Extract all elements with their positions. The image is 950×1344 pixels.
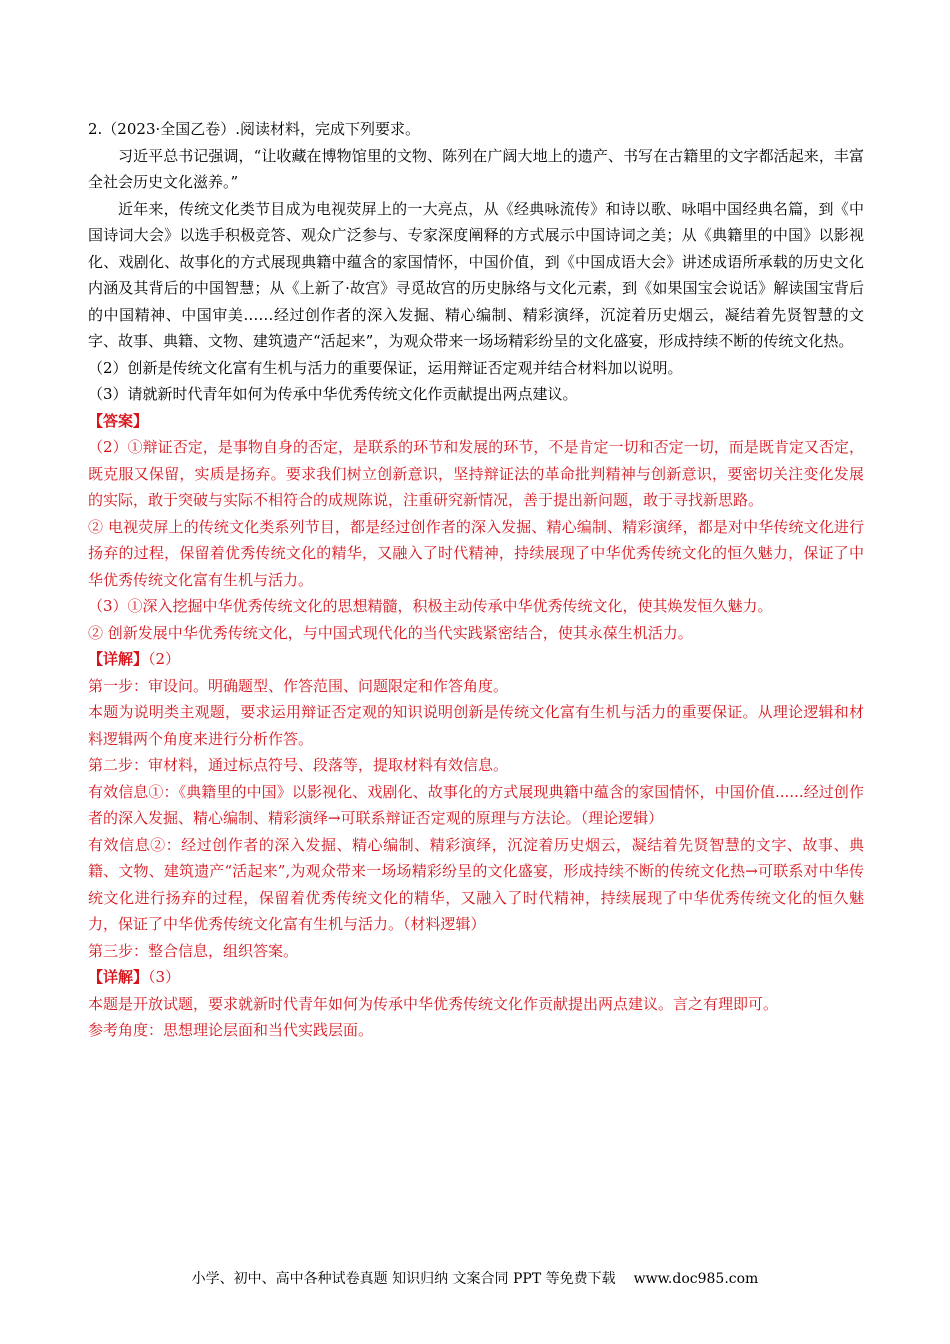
question-2: （2）创新是传统文化富有生机与活力的重要保证，运用辩证否定观并结合材料加以说明。 — [88, 358, 683, 377]
detail-2-label: 【详解】 — [88, 650, 149, 668]
detail-3-heading — [88, 964, 864, 991]
detail-3-suffix: （3） — [148, 968, 181, 986]
page-footer — [0, 1268, 950, 1288]
material-paragraph-2: 近年来，传统文化类节目成为电视荧屏上的一大亮点，从《经典咏流传》和诗以歌、咏唱中国经典名篇，到《中国诗词大会》以选手积极竞答、观众广泛参与、专家深度阐释的方式展示中国诗词之美；从《典籍里的中国》以影视化、戏剧化、故事化的方式展现典籍中蕴含的家国情怀，中国价值，到《中国成语大会》讲述成语所承载的历史文化内涵及其背后的中国智慧；从《上新了·故宫》寻觅故宫的历史脉络与文化元素，到《如果国宝会说话》解读国宝背后的中国精神、中国审美……经过创作者的深入发掘、精心编制、精彩演绎，沉淀着历史烟云，凝结着先贤智慧的文字、故事、典籍、文物、建筑遗产“活起来”，为观众带来一场场精彩纷呈的文化盛宴，形成持续不断的传统文化热。 — [88, 199, 864, 350]
detail-3-line-1: 本题是开放试题，要求就新时代青年如何为传承中华优秀传统文化作贡献提出两点建议。言之有理即可。 — [88, 994, 779, 1013]
detail-2-line-1: 第一步：审设问。明确题型、作答范围、问题限定和作答角度。 — [88, 676, 509, 695]
detail-2-heading — [88, 646, 864, 673]
detail-3-label: 【详解】 — [88, 968, 149, 986]
detail-2-line-3: 第二步：审材料，通过标点符号、段落等，提取材料有效信息。 — [88, 756, 509, 774]
document-body — [88, 116, 864, 1044]
detail-2-line-5: 有效信息②：经过创作者的深入发掘、精心编制、精彩演绎，沉淀着历史烟云，凝结着先贤智慧的文字、故事、典籍、文物、建筑遗产“活起来”,为观众带来一场场精彩纷呈的文化盛宴，形成持续不断的传统文化热→可联系对中华传统文化进行扬弃的过程，保留着优秀传统文化的精华，又融入了时代精神，持续展现了中华优秀传统文化的恒久魅力，保证了中华优秀传统文化富有生机与活力。（材料逻辑） — [88, 835, 864, 933]
detail-2-line-4: 有效信息①：《典籍里的中国》以影视化、戏剧化、故事化的方式展现典籍中蕴含的家国情怀，中国价值......经过创作者的深入发掘、精心编制、精彩演绎→可联系辩证否定观的原理与方法论。（理论逻辑） — [88, 782, 864, 827]
answer-line-1: （2）①辩证否定，是事物自身的否定，是联系的环节和发展的环节，不是肯定一切和否定一切，而是既肯定又否定，既克服又保留，实质是扬弃。要求我们树立创新意识，坚持辩证法的革命批判精神与创新意识，要密切关注变化发展的实际，敢于突破与实际不相符合的成规陈说，注重研究新情况，善于提出新问题，敢于寻找新思路。 — [88, 438, 864, 509]
detail-2-line-6: 第三步：整合信息，组织答案。 — [88, 941, 299, 960]
material-paragraph-1: 习近平总书记强调，“让收藏在博物馆里的文物、陈列在广阔大地上的遗产、书写在古籍里的文字都活起来，丰富全社会历史文化滋养。” — [88, 146, 864, 191]
footer-site-link[interactable]: www.doc985.com — [633, 1271, 759, 1287]
detail-2-suffix: （2） — [148, 650, 181, 668]
answer-line-3: （3）①深入挖掘中华优秀传统文化的思想精髓，积极主动传承中华优秀传统文化，使其焕发恒久魅力。 — [88, 597, 773, 615]
question-heading: 2.（2023·全国乙卷）.阅读材料，完成下列要求。 — [88, 120, 421, 138]
detail-3-line-2: 参考角度：思想理论层面和当代实践层面。 — [88, 1021, 374, 1039]
answer-line-4: ② 创新发展中华优秀传统文化，与中国式现代化的当代实践紧密结合，使其永葆生机活力。 — [88, 623, 693, 642]
detail-2-line-2: 本题为说明类主观题，要求运用辩证否定观的知识说明创新是传统文化富有生机与活力的重要保证。从理论逻辑和材料逻辑两个角度来进行分析作答。 — [88, 703, 864, 748]
answer-line-2: ② 电视荧屏上的传统文化类系列节目，都是经过创作者的深入发掘、精心编制、精彩演绎，都是对中华传统文化进行扬弃的过程，保留着优秀传统文化的精华，又融入了时代精神，持续展现了中华优秀传统文化的恒久魅力，保证了中华优秀传统文化富有生机与活力。 — [88, 517, 864, 589]
footer-text: 小学、初中、高中各种试卷真题 知识归纳 文案合同 PPT 等免费下载 — [191, 1271, 616, 1287]
question-3: （3）请就新时代青年如何为传承中华优秀传统文化作贡献提出两点建议。 — [88, 385, 578, 403]
answer-label: 【答案】 — [88, 411, 149, 430]
